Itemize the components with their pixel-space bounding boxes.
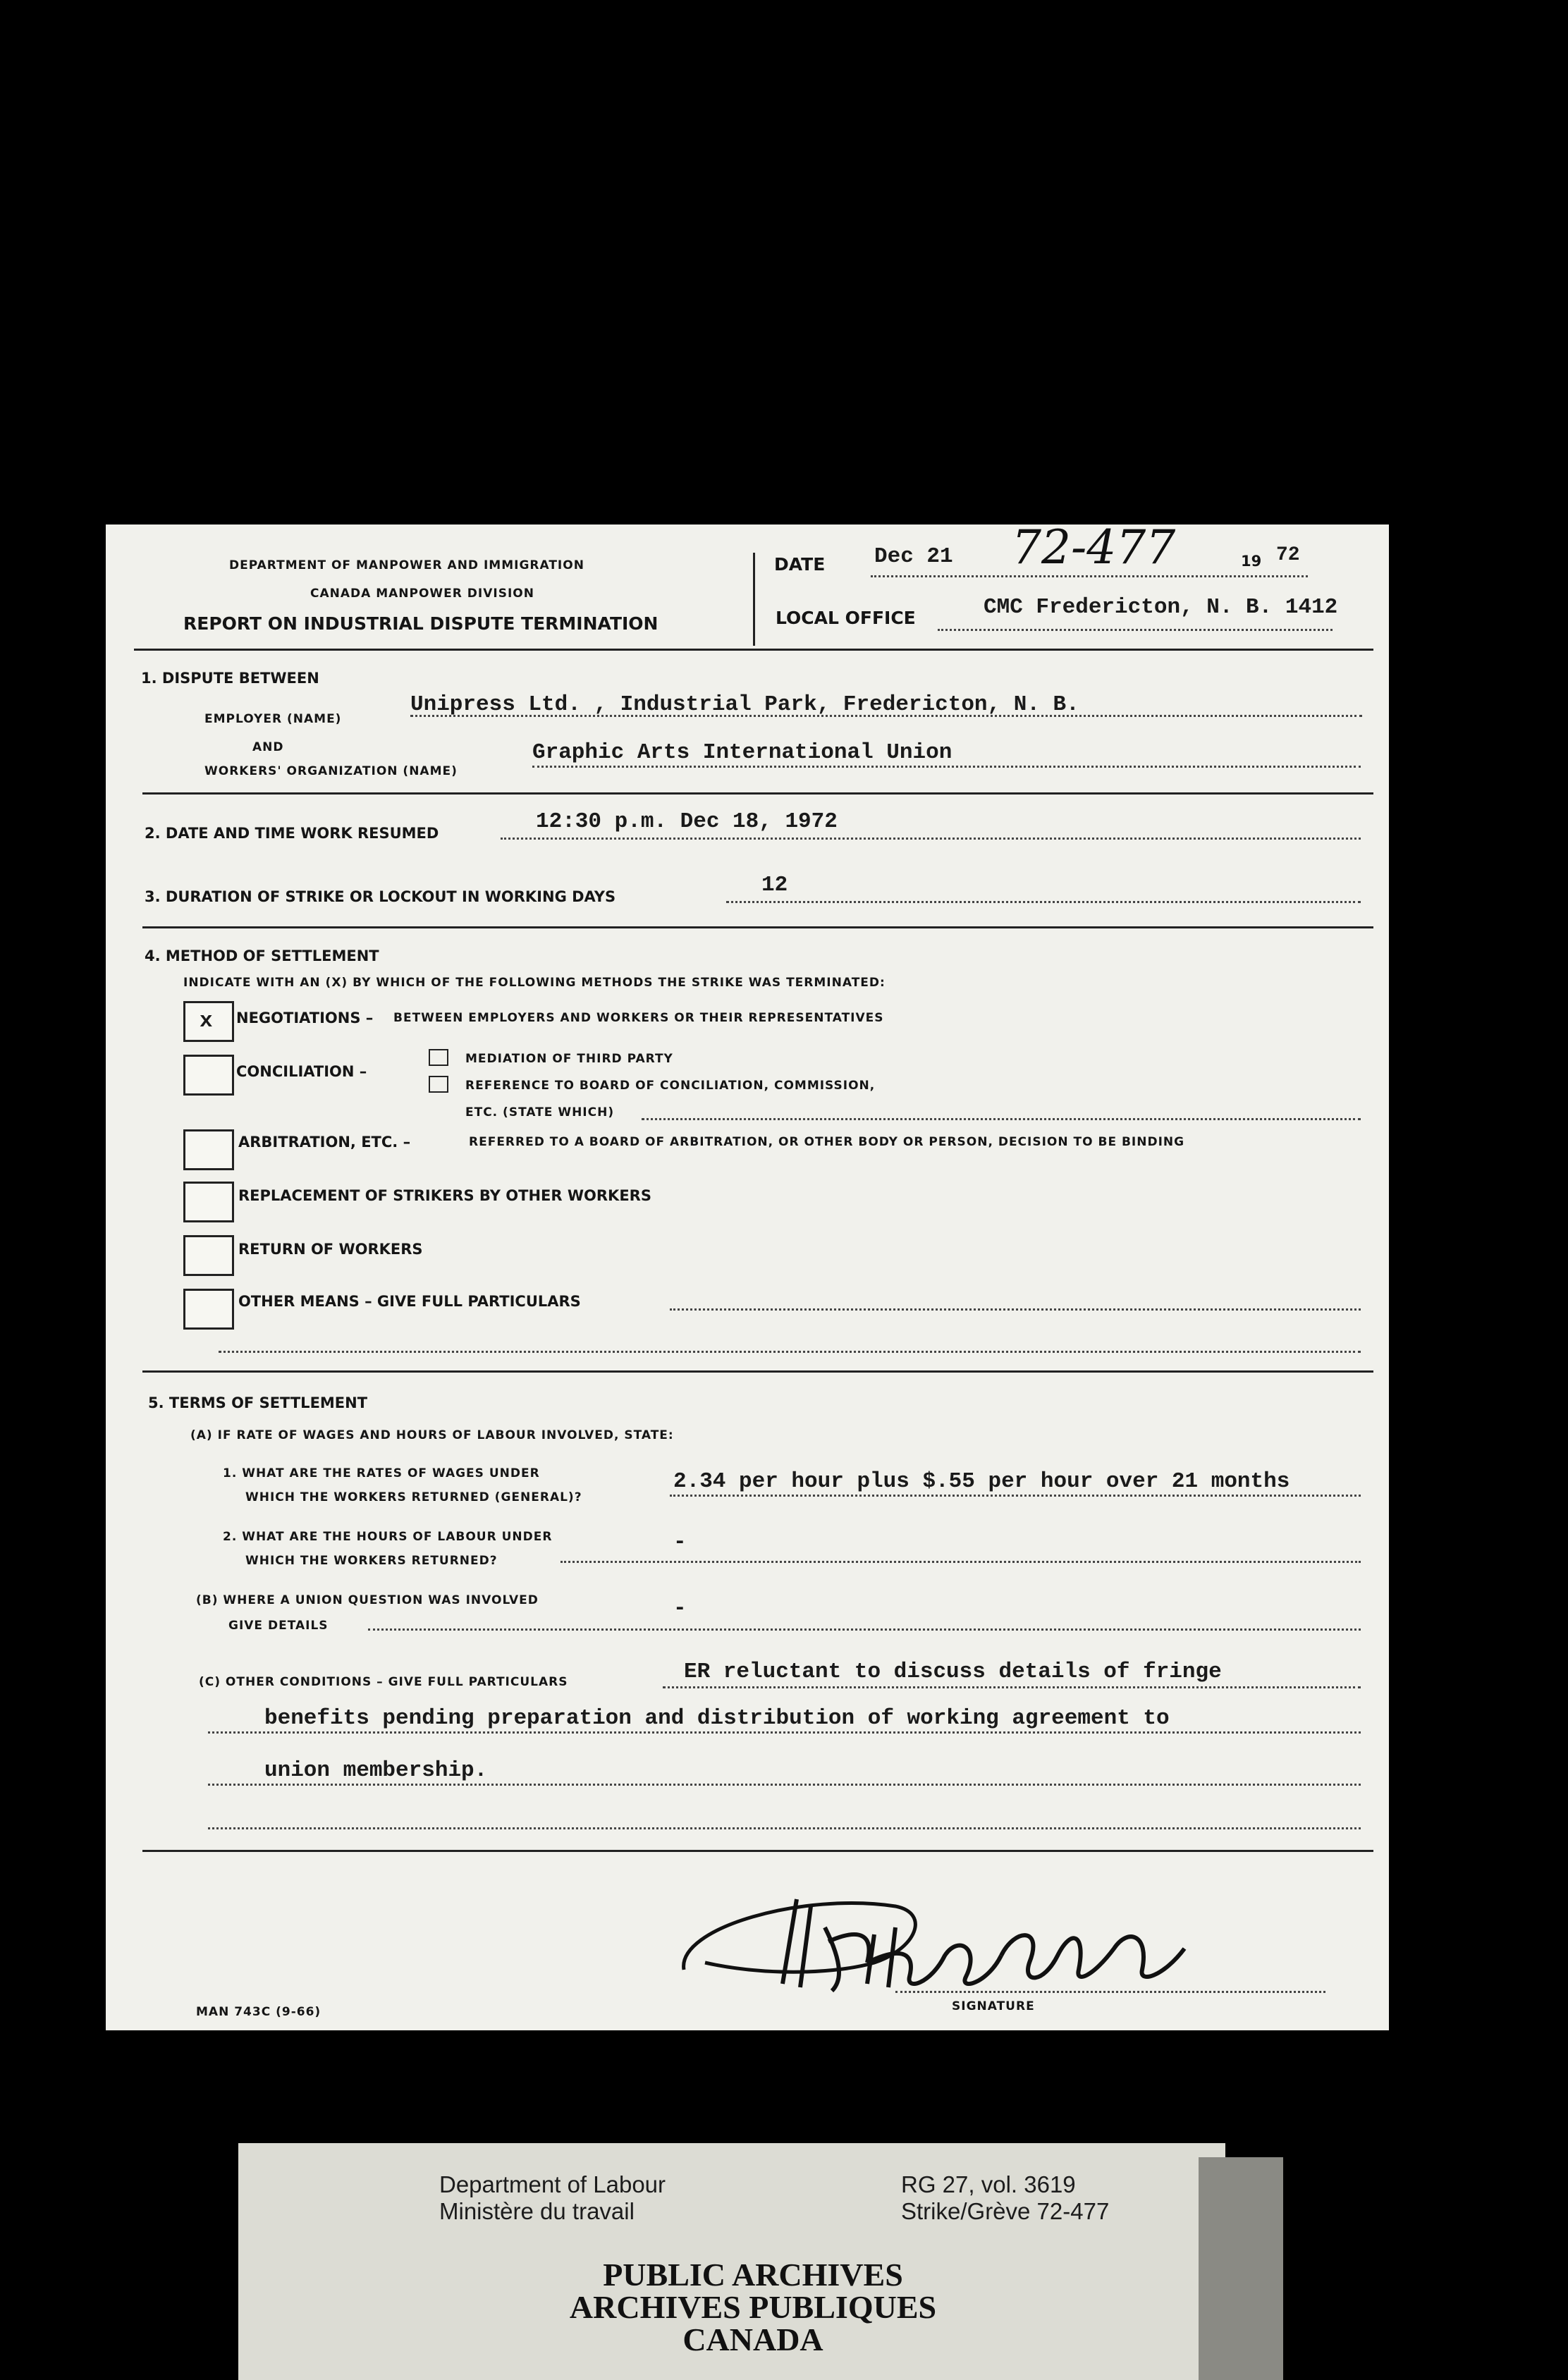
workers-label: WORKERS' ORGANIZATION (NAME) (204, 764, 458, 778)
form-title: REPORT ON INDUSTRIAL DISPUTE TERMINATION (183, 613, 659, 634)
reference-label: REFERENCE TO BOARD OF CONCILIATION, COMMISSION, (465, 1079, 876, 1093)
report-form (106, 525, 1389, 2030)
archive-label (238, 2143, 1225, 2380)
s5-rule (142, 1850, 1373, 1852)
archive-ref-2: Strike/Grève 72-477 (901, 2198, 1110, 2224)
and-label: AND (252, 740, 284, 754)
conditions-rule-2 (208, 1731, 1361, 1734)
s5-heading: 5. TERMS OF SETTLEMENT (148, 1394, 368, 1411)
dept-fr: Ministère du travail (439, 2198, 635, 2224)
q1-line-1: 1. WHAT ARE THE RATES OF WAGES UNDER (223, 1466, 540, 1480)
archives-canada: CANADA (682, 2321, 823, 2357)
resumed-line (501, 838, 1361, 840)
return-checkbox (183, 1235, 234, 1276)
duration-line (726, 901, 1361, 903)
other-line-1 (670, 1308, 1361, 1311)
union-line (368, 1628, 1361, 1631)
signature-line (895, 1991, 1325, 1993)
conditions-rule-1 (663, 1686, 1361, 1688)
arbitration-label: ARBITRATION, ETC. – (238, 1134, 411, 1151)
union-value: - (673, 1596, 687, 1621)
s4-heading: 4. METHOD OF SETTLEMENT (145, 947, 379, 964)
office-line (938, 629, 1333, 631)
s5-a: (A) IF RATE OF WAGES AND HOURS OF LABOUR INVOLVED, STATE: (190, 1428, 674, 1442)
hours-line (561, 1561, 1361, 1563)
archives-publiques: ARCHIVES PUBLIQUES (569, 2289, 937, 2325)
conciliation-label: CONCILIATION – (236, 1063, 367, 1080)
header-divider (753, 553, 755, 646)
public-archives: PUBLIC ARCHIVES (603, 2257, 903, 2293)
division-name: CANADA MANPOWER DIVISION (310, 587, 534, 601)
return-label: RETURN OF WORKERS (238, 1241, 423, 1258)
form-code: MAN 743C (9-66) (196, 2005, 321, 2019)
other-line-2 (219, 1351, 1361, 1353)
conditions-line-1: ER reluctant to discuss details of fringe (684, 1660, 1222, 1684)
signature-label: SIGNATURE (952, 1999, 1035, 2013)
conditions-label: (C) OTHER CONDITIONS – GIVE FULL PARTICULARS (199, 1675, 568, 1689)
duration-value: 12 (761, 873, 788, 897)
archive-ref-1: RG 27, vol. 3619 (901, 2171, 1076, 2197)
s4-rule (142, 1370, 1373, 1373)
conditions-line-2: benefits pending preparation and distribution of working agreement to (264, 1706, 1170, 1731)
q2-line-1: 2. WHAT ARE THE HOURS OF LABOUR UNDER (223, 1530, 553, 1544)
year-value: 72 (1276, 544, 1300, 566)
mediation-label: MEDIATION OF THIRD PARTY (465, 1052, 673, 1066)
dept-en: Department of Labour (439, 2171, 666, 2197)
conciliation-checkbox (183, 1055, 234, 1096)
office-value: CMC Fredericton, N. B. 1412 (984, 595, 1338, 620)
workers-line (532, 766, 1361, 768)
negotiations-desc: BETWEEN EMPLOYERS AND WORKERS OR THEIR REPRESENTATIVES (393, 1011, 884, 1025)
employer-value: Unipress Ltd. , Industrial Park, Fredericton, N. B. (410, 692, 1079, 717)
q1-line-2: WHICH THE WORKERS RETURNED (GENERAL)? (245, 1490, 582, 1504)
s4-instruction: INDICATE WITH AN (X) BY WHICH OF THE FOLLOWING METHODS THE STRIKE WAS TERMINATED: (183, 976, 886, 990)
signature-graphic (663, 1885, 1199, 1998)
union-line-1: (B) WHERE A UNION QUESTION WAS INVOLVED (196, 1593, 539, 1607)
office-label: LOCAL OFFICE (776, 608, 916, 628)
conditions-rule-3 (208, 1784, 1361, 1786)
s3-rule (142, 926, 1373, 928)
s1-heading: 1. DISPUTE BETWEEN (141, 670, 319, 687)
other-label: OTHER MEANS – GIVE FULL PARTICULARS (238, 1293, 581, 1310)
wages-line (670, 1495, 1361, 1497)
header-rule (134, 649, 1373, 651)
union-line-2: GIVE DETAILS (228, 1619, 329, 1633)
date-label: DATE (774, 554, 826, 575)
conditions-line-3: union membership. (264, 1758, 488, 1783)
resumed-value: 12:30 p.m. Dec 18, 1972 (536, 809, 838, 834)
negotiations-label: NEGOTIATIONS – (236, 1010, 374, 1026)
archive-label-edge-right (1199, 2157, 1283, 2380)
arbitration-checkbox (183, 1129, 234, 1170)
etc-line (642, 1118, 1361, 1120)
mediation-checkbox (429, 1049, 448, 1066)
workers-value: Graphic Arts International Union (532, 740, 953, 765)
replacement-checkbox (183, 1182, 234, 1222)
year-prefix: 19 (1241, 553, 1262, 570)
employer-label: EMPLOYER (NAME) (204, 712, 342, 726)
other-checkbox (183, 1289, 234, 1330)
employer-line (410, 715, 1362, 717)
etc-label: ETC. (STATE WHICH) (465, 1105, 615, 1120)
date-line (871, 575, 1308, 577)
conditions-rule-4 (208, 1827, 1361, 1829)
wages-value: 2.34 per hour plus $.55 per hour over 21 months (673, 1469, 1290, 1494)
s2-label: 2. DATE AND TIME WORK RESUMED (145, 825, 439, 842)
arbitration-desc: REFERRED TO A BOARD OF ARBITRATION, OR OTHER BODY OR PERSON, DECISION TO BE BINDING (469, 1135, 1185, 1149)
reference-checkbox (429, 1076, 448, 1093)
negotiations-checkbox (183, 1001, 234, 1042)
replacement-label: REPLACEMENT OF STRIKERS BY OTHER WORKERS (238, 1187, 651, 1204)
case-number: 72-477 (1012, 525, 1176, 575)
hours-value: - (673, 1530, 687, 1554)
date-value: Dec 21 (874, 544, 953, 569)
s3-label: 3. DURATION OF STRIKE OR LOCKOUT IN WORKING DAYS (145, 888, 616, 905)
s1-rule (142, 792, 1373, 795)
dept-name: DEPARTMENT OF MANPOWER AND IMMIGRATION (229, 558, 584, 572)
q2-line-2: WHICH THE WORKERS RETURNED? (245, 1554, 498, 1568)
negotiations-mark: x (200, 1009, 213, 1033)
